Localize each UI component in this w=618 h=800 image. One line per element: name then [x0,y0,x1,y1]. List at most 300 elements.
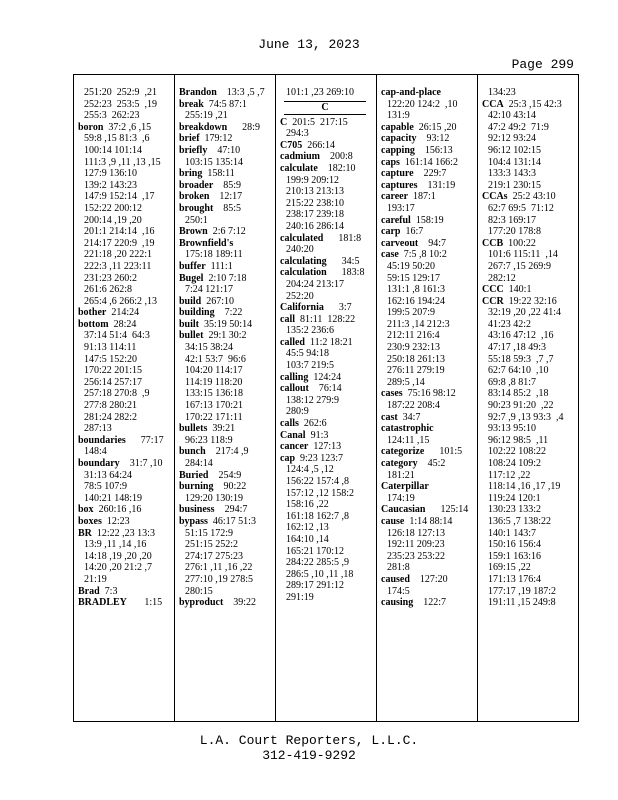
index-locators: 217:4 ,9 [205,446,249,458]
index-locator-line: 222:3 ,11 223:11 [84,260,152,272]
index-term: build [179,295,202,307]
index-locator-line: 59:15 129:17 [387,272,441,284]
index-term: broader [179,179,214,191]
index-entry [482,284,576,296]
index-entry [179,296,273,308]
page-number: Page 299 [511,57,574,72]
index-locators: 7:5 ,8 10:2 [398,249,447,261]
index-locator-line: 276:11 279:19 [387,365,445,377]
index-term: BR [78,527,92,539]
index-term: CCB [482,237,504,249]
index-entry [381,157,475,169]
index-term: bullets [179,423,208,435]
index-locator-line: 289:5 ,14 [387,376,425,388]
index-entry [179,319,273,331]
index-entry [381,481,475,493]
index-entry [179,597,273,609]
footer-phone: 312-419-9292 [262,748,356,763]
index-entry [381,597,475,609]
index-locators: 161:14 166:2 [399,156,458,168]
index-term: brief [179,133,200,145]
index-entry [179,145,273,157]
index-entry [280,314,374,326]
index-term: Caterpillar [381,481,429,493]
index-term: cadmium [280,151,320,163]
index-locators: 46:17 51:3 [207,515,256,527]
index-locators: 28:24 [108,318,137,330]
index-term: call [280,313,295,325]
index-column-1 [74,75,175,721]
index-locators: 28:9 [227,121,260,133]
index-entry [280,430,374,442]
index-locator-line: 119:24 120:1 [488,492,541,504]
index-locator-line: 62:7 64:10 ,10 [488,365,549,377]
index-locators: 31:7 ,10 [119,458,163,469]
index-locator-line: 169:15 ,22 [488,562,531,574]
index-locator-line: 42:10 43:14 [488,110,537,122]
index-locators: 111:1 [205,260,233,272]
index-entry [179,203,273,215]
index-locator-line: 82:3 169:17 [488,214,537,226]
index-locator-line: 37:14 51:4 64:3 [84,330,150,342]
index-locators: 47:10 [207,144,241,156]
index-locator-line: 156:22 157:4 ,8 [286,476,350,487]
index-locator-line: 124:11 ,15 [387,434,430,446]
index-term: calculate [280,162,318,174]
index-entry [78,307,172,319]
index-locators: 131:19 [417,179,456,191]
index-locator-line: 34:15 38:24 [185,342,234,354]
index-locators: 7:22 [214,307,243,319]
index-entry [179,226,273,238]
index-locator-line: 92:12 93:24 [488,133,537,145]
index-locator-line: 32:19 ,20 ,22 41:4 [488,307,562,319]
index-term: briefly [179,144,208,156]
index-locators: 1:14 88:14 [404,515,453,527]
index-locator-line: 78:5 107:9 [84,481,128,493]
index-term: Brown [179,226,208,238]
index-locator-line: 235:23 253:22 [387,550,446,562]
index-entry [78,435,172,447]
index-locators: 2:10 7:18 [203,272,247,284]
index-locator-line: 230:9 232:13 [387,342,441,354]
index-term: Caucasian [381,504,426,516]
index-locator-line: 261:6 262:8 [84,284,133,296]
index-term: calculation [280,267,327,279]
index-locators: 254:9 [208,469,242,481]
index-locator-line: 212:11 216:4 [387,330,440,342]
index-term: Brownfield's [179,237,234,249]
index-term: calls [280,418,299,430]
index-term: bottom [78,318,109,330]
index-locators: 100:22 [503,237,536,249]
index-term: cancer [280,441,309,453]
index-locator-line: 62:7 69:5 71:12 [488,202,554,214]
index-term: boundary [78,458,120,469]
index-locator-line: 135:2 236:6 [286,325,335,337]
index-column-5 [478,75,578,721]
index-locator-line: 131:1 ,8 161:3 [387,284,446,296]
index-term: boron [78,121,104,133]
index-locators: 182:10 [317,162,356,174]
index-term: broken [179,191,210,203]
index-locator-line: 59:8 ,15 81:3 ,6 [84,133,150,145]
index-locators: 158:11 [202,168,235,180]
index-locators: 124:24 [308,371,342,383]
index-locators: 200:8 [320,151,353,163]
index-locators: 91:3 [305,429,329,441]
index-entry [280,441,374,453]
index-entry [381,423,475,435]
index-locator-line: 219:1 230:15 [488,179,542,191]
index-locator-line: 92:7 ,9 ,13 93:3 ,4 [488,411,564,423]
index-locators: 201:5 217:15 [287,116,348,128]
index-locator-line: 127:9 136:10 [84,168,138,180]
index-entry [179,261,273,273]
index-locator-line: 282:12 [488,272,516,284]
index-locator-line: 174:5 [387,585,410,597]
index-term: byproduct [179,597,224,609]
index-entry [381,191,475,203]
index-term: brought [179,202,214,214]
index-entry [280,117,374,129]
index-term: calling [280,371,309,383]
index-locators: 25:3 ,15 42:3 [503,98,562,110]
index-locator-line: 277:10 ,19 278:5 [185,573,254,585]
index-entry [78,458,172,470]
index-term: cast [381,411,398,423]
index-locator-line: 130:23 133:2 [488,504,542,516]
index-term: called [280,336,305,348]
index-entry [179,99,273,111]
index-term: cap-and-place [381,87,441,98]
index-locators: 12:17 [209,191,243,203]
index-entry [78,586,172,598]
index-locator-line: 177:20 178:8 [488,226,542,238]
index-entry [381,574,475,586]
index-entry [179,191,273,203]
index-entry [179,180,273,192]
index-locator-line: 55:18 59:3 ,7 ,7 [488,353,554,365]
index-locator-line: 147:9 152:14 ,17 [84,191,155,203]
index-entry [179,423,273,435]
index-locator-line: 104:4 131:14 [488,156,542,168]
index-term: capacity [381,133,417,145]
index-locator-line: 103:15 135:14 [185,156,244,168]
index-entry [280,151,374,163]
index-locator-line: 267:7 ,15 269:9 [488,260,552,272]
index-locator-line: 200:14 ,19 ,20 [84,214,142,226]
index-locator-line: 191:11 ,15 249:8 [488,597,556,609]
index-entry [179,273,273,285]
index-entry [381,516,475,528]
index-column-3 [276,75,377,721]
index-locator-line: 214:17 220:9 ,19 [84,237,155,249]
index-locator-line: 133:3 143:3 [488,168,537,180]
index-locators: 156:13 [414,144,453,156]
index-locator-line: 199:5 207:9 [387,307,436,319]
index-locators: 229:7 [413,168,447,180]
index-locator-line: 159:1 163:16 [488,550,542,562]
index-locator-line: 147:5 152:20 [84,353,138,365]
index-locator-line: 252:20 [286,290,314,302]
index-entry [179,481,273,493]
index-entry [280,372,374,384]
index-locator-line: 91:13 114:11 [84,342,137,354]
index-locator-line: 45:5 94:18 [286,348,330,360]
index-locator-line: 118:14 ,16 ,17 ,19 [488,481,561,493]
index-term: causing [381,597,414,609]
index-locator-line: 43:16 47:12 ,16 [488,330,554,342]
index-term: buffer [179,260,206,272]
index-entry [381,238,475,250]
index-locators: 81:11 128:22 [295,313,356,325]
index-locator-line: 139:2 143:23 [84,179,138,191]
index-entry [78,528,172,540]
index-locator-line: 129:20 130:19 [185,492,244,504]
index-term: bypass [179,515,208,527]
index-locators: 187:1 [408,191,436,203]
index-entry [280,163,374,175]
index-term: cause [381,515,405,527]
index-locators: 76:14 [308,383,342,395]
index-locators: 181:8 [323,232,362,244]
index-term: capable [381,121,414,133]
index-locator-line: 140:21 148:19 [84,492,143,504]
index-locator-line: 90:23 91:20 ,22 [488,400,554,412]
index-locators: 29:1 30:2 [203,330,247,342]
index-entry [280,140,374,152]
index-locator-line: 286:5 ,10 ,11 ,18 [286,568,354,580]
index-locator-line: 287:13 [84,423,112,435]
index-term: cases [381,388,403,400]
index-entry [482,191,576,203]
index-locator-line: 111:3 ,9 ,11 ,13 ,15 [84,156,161,168]
index-entry [179,122,273,134]
index-entry [78,122,172,134]
index-locators: 90:22 [213,481,247,493]
index-entry [280,267,374,279]
index-locator-line: 42:1 53:7 96:6 [185,353,246,365]
index-term: carp [381,226,401,238]
footer [0,733,618,763]
index-term: careful [381,214,411,226]
index-entry [179,470,273,482]
index-locator-line: 165:21 170:12 [286,545,345,557]
index-locators: 37:2 ,6 ,15 [103,121,152,133]
index-entry [179,238,273,250]
index-locator-line: 221:18 ,20 222:1 [84,249,153,261]
index-locators: 1:15 [126,597,163,609]
index-locator-line: 100:14 101:14 [84,144,143,156]
index-locator-line: 199:9 209:12 [286,174,340,186]
index-locator-line: 171:13 176:4 [488,573,542,585]
index-locator-line: 240:16 286:14 [286,220,345,232]
index-term: CCR [482,295,504,307]
index-entry [381,388,475,400]
index-locator-line: 140:1 143:7 [488,527,537,539]
index-locator-line: 7:24 121:17 [185,284,234,296]
index-entry [381,215,475,227]
index-term: captures [381,179,418,191]
index-locator-line: 291:19 [286,591,314,603]
index-locator-line: 265:4 ,6 266:2 ,13 [84,295,158,307]
index-entry [381,145,475,157]
index-locator-line: 170:22 201:15 [84,365,143,377]
index-locator-line: 187:22 208:4 [387,400,441,412]
index-entry [280,256,374,268]
footer-company: L.A. Court Reporters, L.L.C. [199,733,419,748]
index-entry [179,133,273,145]
index-locator-line: 157:12 ,12 158:2 [286,487,355,499]
index-term: catastrophic [381,423,434,435]
index-term: C705 [280,139,303,151]
index-entry [179,87,273,99]
index-locator-line: 101:1 ,23 269:10 [286,87,355,98]
index-column-4 [377,75,478,721]
index-locators: 266:14 [302,139,336,151]
index-locators: 214:24 [106,307,140,319]
index-locators: 45:2 [417,458,446,469]
index-locators: 93:12 [416,133,450,145]
index-term: capture [381,168,414,180]
index-locator-line: 161:18 162:7 ,8 [286,510,350,522]
index-locator-line: 93:13 95:10 [488,423,537,435]
index-term: burning [179,481,214,493]
index-locator-line: 122:20 124:2 ,10 [387,98,458,110]
index-term: case [381,249,399,261]
index-entry [381,226,475,238]
index-entry [381,180,475,192]
index-locators: 140:1 [503,284,532,296]
index-locator-line: 257:18 270:8 ,9 [84,388,150,400]
index-locator-line: 281:24 282:2 [84,411,138,423]
index-entry [179,516,273,528]
index-entry [78,504,172,516]
index-locator-line: 131:9 [387,110,410,122]
index-locators: 2:6 7:12 [207,226,246,238]
index-locator-line: 210:13 213:13 [286,186,345,198]
index-entry [280,233,374,245]
index-locator-line: 231:23 260:2 [84,272,138,284]
index-term: Brandon [179,87,217,98]
index-term: BRADLEY [78,597,127,609]
index-term: Brad [78,585,100,597]
index-locator-line: 69:8 ,8 81:7 [488,376,537,388]
index-locators: 16:7 [400,226,424,238]
index-locators: 35:19 50:14 [199,318,253,330]
index-locator-line: 138:12 279:9 [286,394,340,406]
index-locators: 75:16 98:12 [402,388,456,400]
index-locator-line: 14:18 ,19 ,20 ,20 [84,550,152,562]
index-entry [280,453,374,465]
index-entry [179,168,273,180]
index-locator-line: 277:8 280:21 [84,400,138,412]
index-locator-line: 158:16 ,22 [286,499,329,511]
index-locators: 262:6 [298,418,327,430]
index-locators: 7:3 [99,585,118,597]
index-entry [179,504,273,516]
index-locators: 94:7 [418,237,446,249]
index-locator-line: 238:17 239:18 [286,209,345,221]
index-locator-line: 284:22 285:5 ,9 [286,557,350,569]
index-locators: 260:16 ,16 [93,504,142,516]
index-term: break [179,98,204,110]
index-locator-line: 274:17 275:23 [185,550,244,562]
index-locators: 39:22 [223,597,257,609]
index-term: business [179,504,215,516]
index-locators: 39:21 [207,423,236,435]
index-term: CCAs [482,191,508,203]
index-locator-line: 136:5 ,7 138:22 [488,515,552,527]
index-column-2 [175,75,276,721]
index-locator-line: 14:20 ,20 21:2 ,7 [84,562,153,574]
index-locator-line: 211:3 ,14 212:3 [387,318,450,330]
index-entry [482,99,576,111]
index-locators: 294:7 [214,504,248,516]
index-term: boundaries [78,434,126,446]
index-locator-line: 96:12 98:5 ,11 [488,434,549,446]
index-locator-line: 250:1 [185,214,208,226]
index-locator-line: 240:20 [286,244,314,256]
index-locator-line: 294:3 [286,128,309,140]
index-locator-line: 284:14 [185,458,213,469]
index-term: cap [280,452,295,464]
index-locator-line: 150:16 156:4 [488,539,542,551]
index-entry [179,307,273,319]
index-term: category [381,458,418,469]
index-term: building [179,307,215,319]
index-locator-line: 255:19 ,21 [185,110,228,122]
header-date: June 13, 2023 [258,37,360,52]
index-term: boxes [78,515,102,527]
index-term: capping [381,144,415,156]
index-locator-line: 47:2 49:2 71:9 [488,121,549,133]
index-locators: 122:7 [413,597,447,609]
index-locator-line: 21:19 [84,573,107,585]
index-term: carveout [381,237,419,249]
index-locator-line: 256:14 257:17 [84,376,143,388]
index-locator-line: 255:3 262:23 [84,110,140,122]
index-locator-line: 114:19 118:20 [185,376,243,388]
index-locator-line: 108:24 109:2 [488,458,542,469]
index-locators: 125:14 [425,504,469,516]
index-locator-line: 47:17 ,18 49:3 [488,342,547,354]
index-locators: 12:23 [101,515,130,527]
index-locator-line: 250:18 261:13 [387,353,446,365]
index-entry [179,330,273,342]
index-entry [482,238,576,250]
index-term: Bugel [179,272,204,284]
index-entry [78,319,172,331]
index-entry [280,418,374,430]
index-entry [381,412,475,424]
index-term: CCC [482,284,504,296]
index-entry [280,302,374,314]
index-locator-line: 276:1 ,11 ,16 ,22 [185,562,253,574]
index-term: Canal [280,429,306,441]
index-locators: 183:8 [326,267,365,279]
index-locator-line: 252:23 253:5 ,19 [84,98,158,110]
index-entry [280,383,374,395]
index-term: calculated [280,232,324,244]
index-term: caps [381,156,400,168]
index-term: calculating [280,255,327,267]
index-entry [280,337,374,349]
index-term: bullet [179,330,204,342]
index-term: career [381,191,409,203]
index-locator-line: 289:17 291:12 [286,580,345,592]
